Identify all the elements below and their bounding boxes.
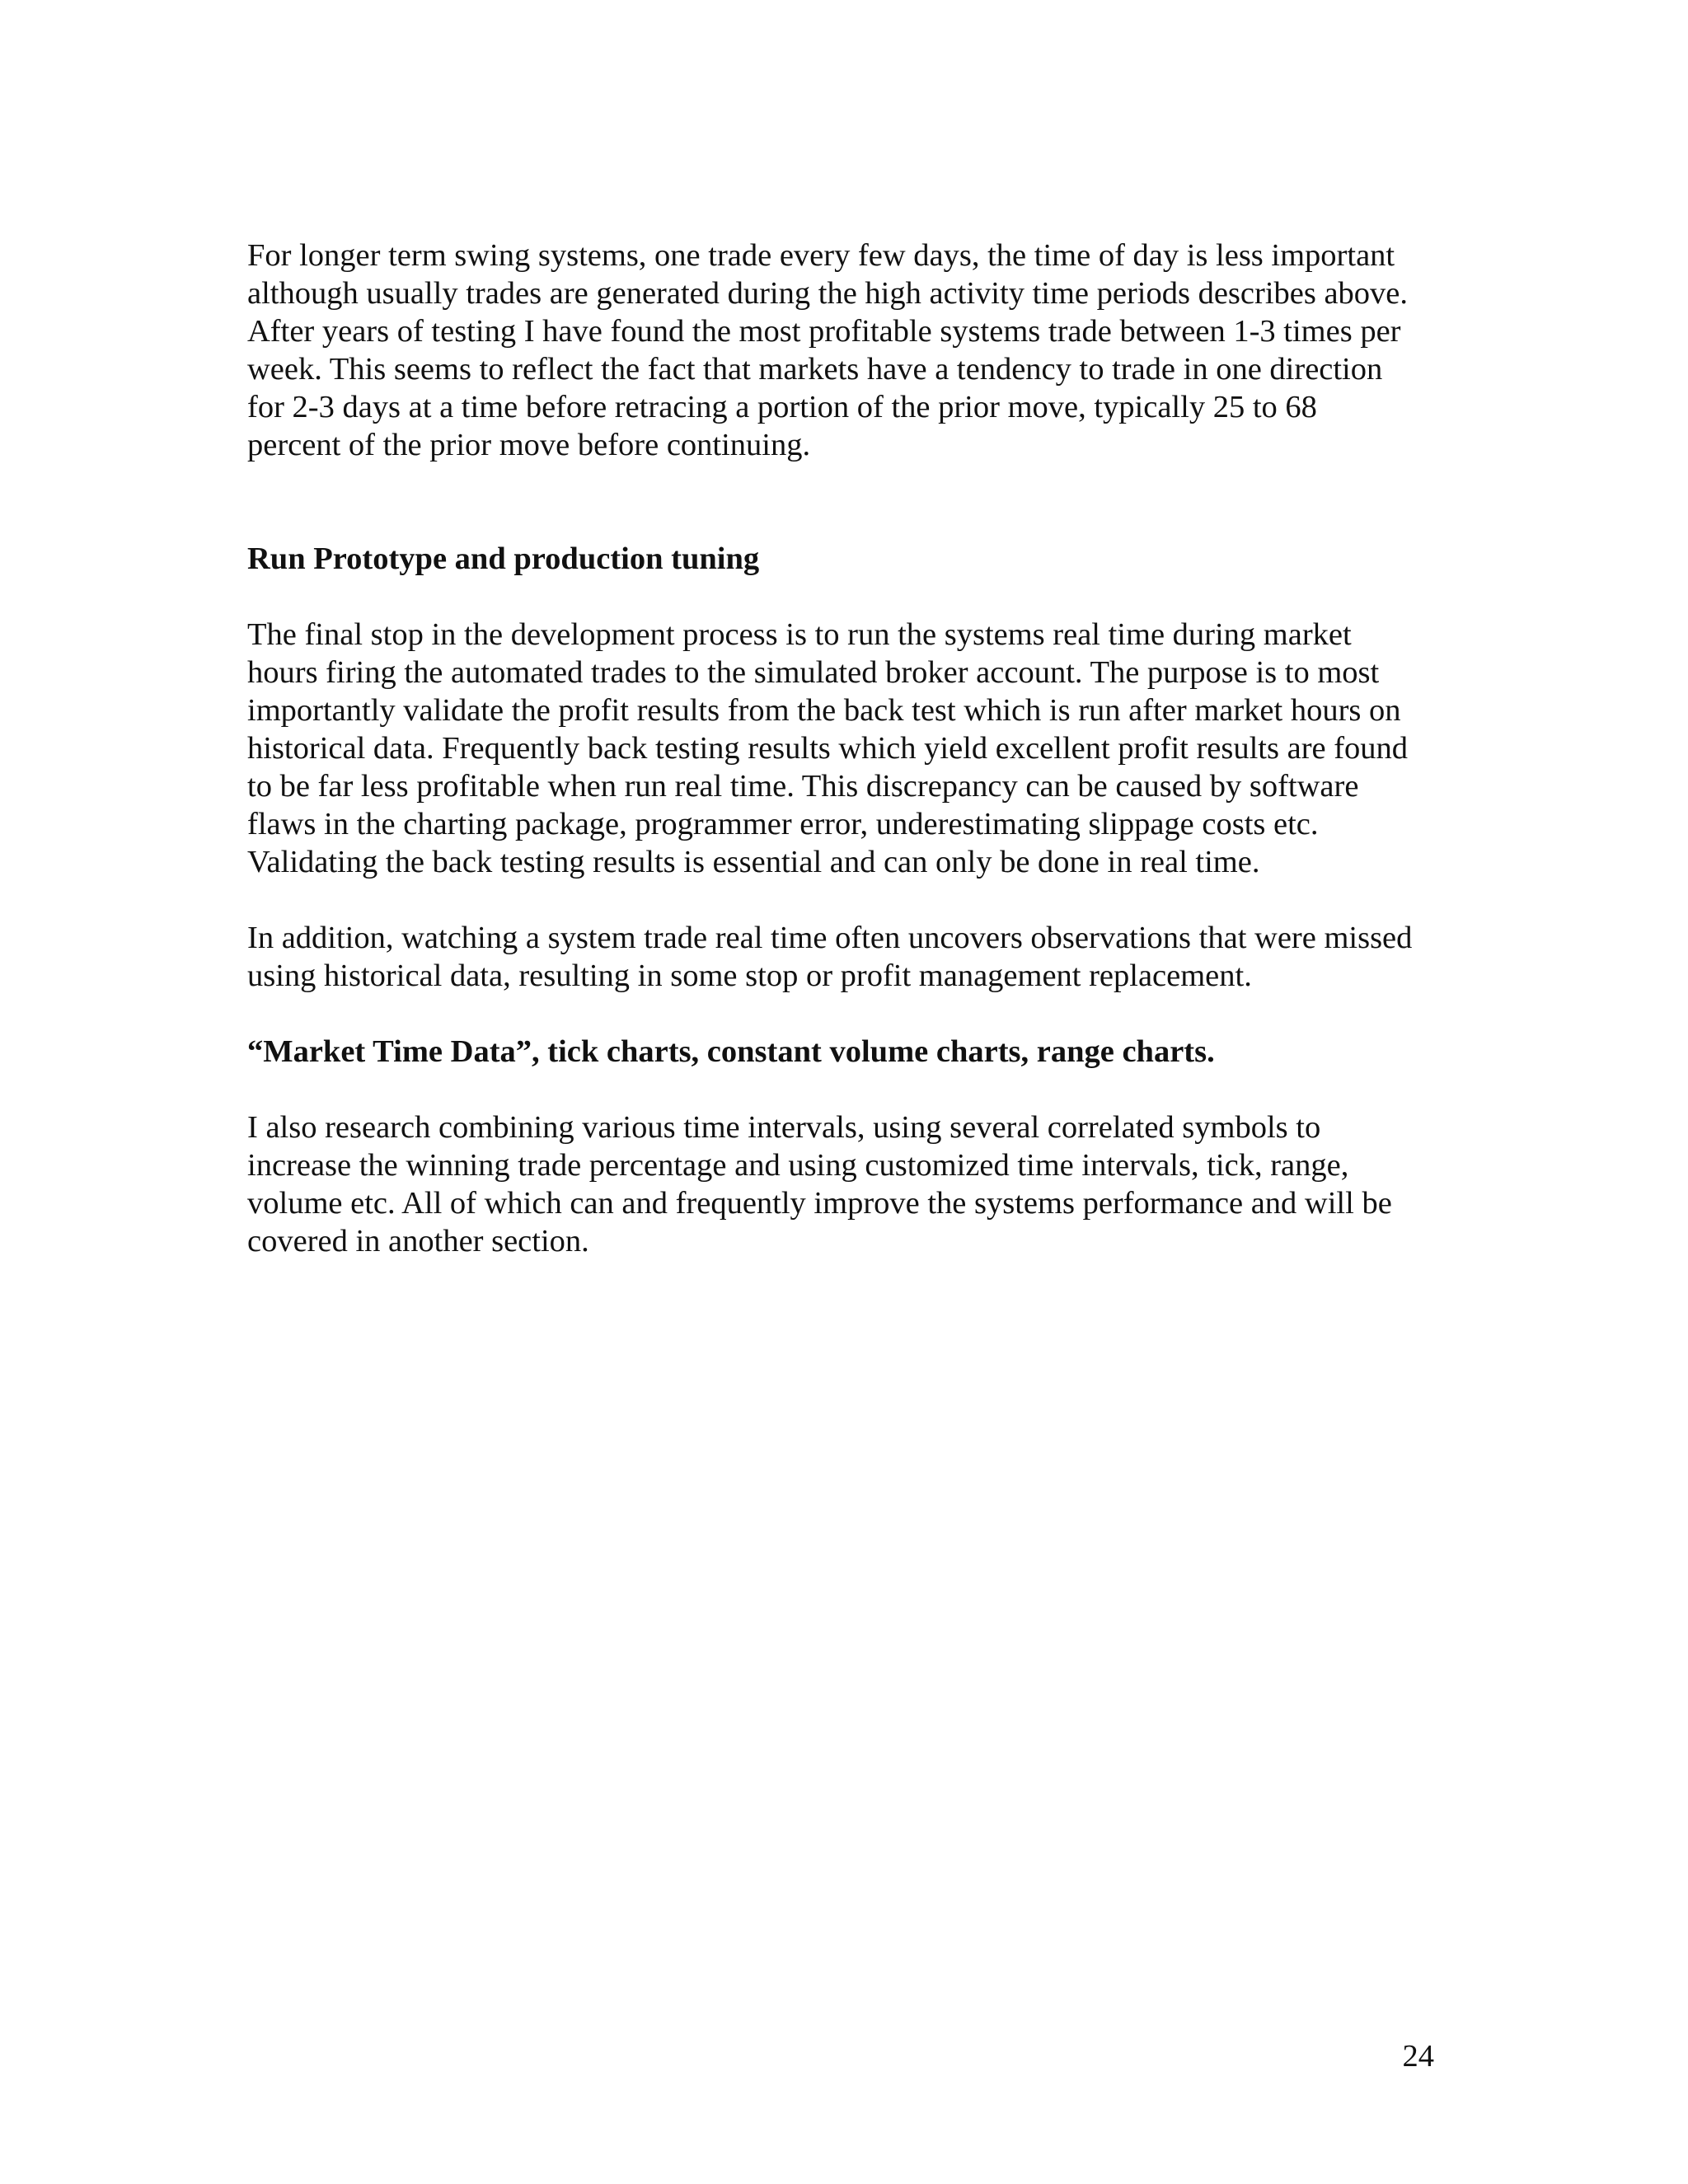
paragraph-line: Validating the back testing results is essential and can only be done in real time.: [247, 845, 1260, 879]
section-heading-run-prototype: Run Prototype and production tuning: [247, 541, 760, 576]
paragraph-line: percent of the prior move before continuing.: [247, 428, 811, 462]
paragraph-line: week. This seems to reflect the fact that markets have a tendency to trade in one direction: [247, 352, 1383, 387]
paragraph-research: [247, 1108, 1451, 1260]
paragraph-line: volume etc. All of which can and frequently improve the systems performance and will be: [247, 1186, 1392, 1221]
paragraph-line: covered in another section.: [247, 1224, 589, 1258]
page-number: 24: [1402, 2039, 1434, 2074]
paragraph-line: The final stop in the development process is to run the systems real time during market: [247, 617, 1352, 652]
paragraph-line: I also research combining various time intervals, using several correlated symbols to: [247, 1110, 1321, 1145]
paragraph-line: For longer term swing systems, one trade every few days, the time of day is less important: [247, 238, 1395, 273]
paragraph-line: increase the winning trade percentage and using customized time intervals, tick, range,: [247, 1148, 1349, 1183]
paragraph-line: flaws in the charting package, programmer error, underestimating slippage costs etc.: [247, 807, 1319, 841]
paragraph-line: After years of testing I have found the most profitable systems trade between 1-3 times per: [247, 314, 1401, 349]
paragraph-final-stop: [247, 616, 1451, 881]
paragraph-line: for 2-3 days at a time before retracing a portion of the prior move, typically 25 to 68: [247, 390, 1317, 424]
paragraph-line: to be far less profitable when run real time. This discrepancy can be caused by software: [247, 769, 1359, 804]
paragraph-line: hours firing the automated trades to the simulated broker account. The purpose is to most: [247, 655, 1380, 690]
paragraph-swing-systems: [247, 237, 1451, 464]
paragraph-line: historical data. Frequently back testing results which yield excellent profit results are found: [247, 731, 1409, 766]
paragraph-in-addition: [247, 919, 1451, 995]
section-heading-market-time-data: “Market Time Data”, tick charts, constant volume charts, range charts.: [247, 1034, 1215, 1069]
paragraph-line: using historical data, resulting in some stop or profit management replacement.: [247, 958, 1252, 993]
paragraph-line: although usually trades are generated during the high activity time periods describes above.: [247, 276, 1409, 311]
paragraph-line: In addition, watching a system trade real time often uncovers observations that were missed: [247, 921, 1413, 955]
paragraph-line: importantly validate the profit results from the back test which is run after market hours on: [247, 693, 1401, 728]
